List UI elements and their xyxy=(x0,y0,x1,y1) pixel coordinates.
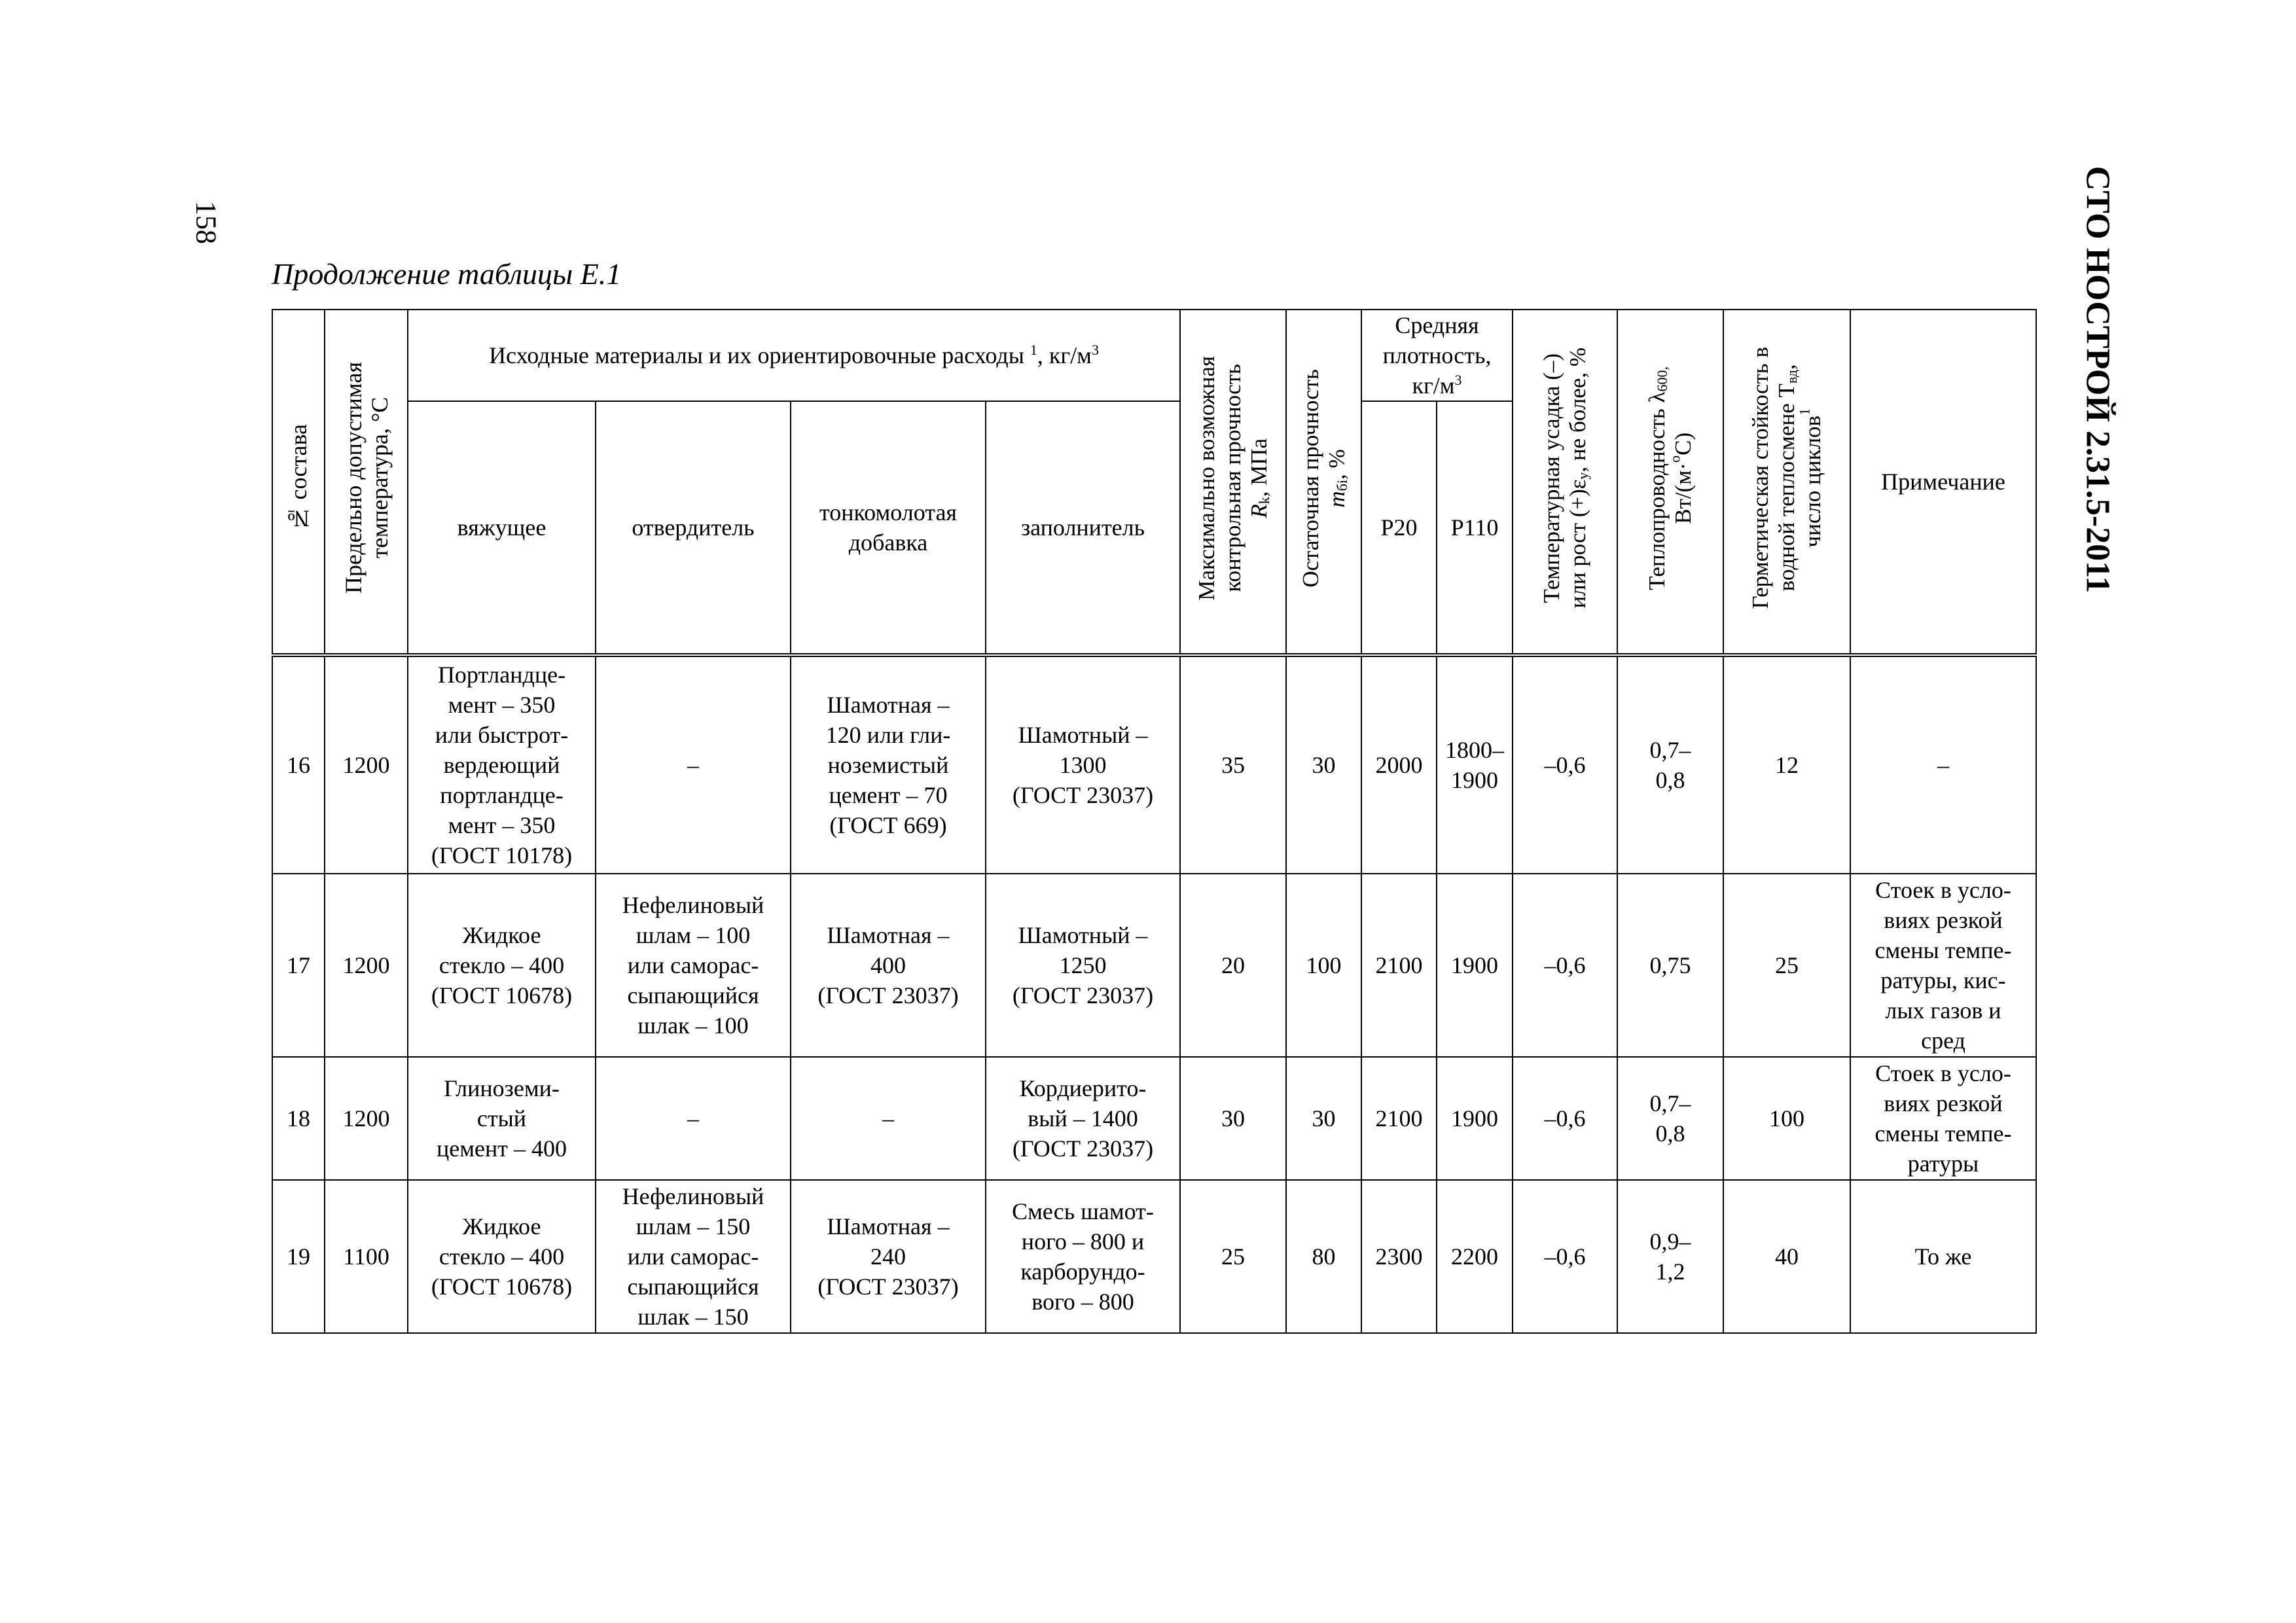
header-hermetic-resistance xyxy=(1723,310,1850,655)
header-additive xyxy=(791,401,986,655)
cell-note-line: смены темпе- xyxy=(1874,1120,2012,1147)
cell-filler-line: вого – 800 xyxy=(1031,1289,1134,1315)
header-residual-strength-unit: , % xyxy=(1323,448,1350,480)
cell-control-strength xyxy=(1180,1180,1286,1333)
header-hermetic-line3: число циклов xyxy=(1800,416,1825,548)
cell-additive-line: (ГОСТ 23037) xyxy=(817,982,959,1008)
cell-hermetic-resistance xyxy=(1723,1180,1850,1333)
table-continuation-caption: Продолжение таблицы Е.1 xyxy=(272,257,622,291)
table-row xyxy=(272,1057,2036,1180)
cell-density-p20 xyxy=(1361,1180,1437,1333)
cell-thermal-shrinkage xyxy=(1513,655,1617,874)
header-binder-text: вяжущее xyxy=(457,514,547,541)
cell-filler-line: карборундо- xyxy=(1020,1258,1145,1285)
cell-thermal-shrinkage-value: –0,6 xyxy=(1544,1243,1586,1270)
cell-filler-line: Смесь шамот- xyxy=(1012,1198,1154,1224)
header-thermal-conductivity-line2: Вт/(м· xyxy=(1670,462,1696,524)
cell-residual-strength-value: 30 xyxy=(1312,752,1336,778)
cell-additive-line: 120 или гли- xyxy=(825,722,951,748)
cell-density-p110 xyxy=(1437,1180,1513,1333)
cell-hermetic-resistance-value: 12 xyxy=(1775,752,1799,778)
cell-additive-line: – xyxy=(882,1105,894,1132)
cell-density-p110-line: 1800– xyxy=(1445,737,1504,763)
cell-control-strength-value: 25 xyxy=(1221,1243,1245,1270)
cell-additive-line: 400 xyxy=(870,952,906,978)
cell-density-p20-value: 2100 xyxy=(1375,1105,1423,1132)
header-row-1 xyxy=(272,310,2036,401)
cell-residual-strength xyxy=(1286,874,1361,1057)
header-density-line2: плотность, xyxy=(1382,342,1492,368)
cell-density-p110 xyxy=(1437,874,1513,1057)
cell-additive-line: Шамотная – xyxy=(827,692,950,718)
cell-additive xyxy=(791,874,986,1057)
cell-additive-line: цемент – 70 xyxy=(829,782,948,808)
cell-hardener-line: или саморас- xyxy=(627,1243,759,1270)
cell-binder-line: стый xyxy=(476,1105,527,1132)
cell-hermetic-resistance-value: 25 xyxy=(1775,952,1799,978)
cell-binder-line: цемент – 400 xyxy=(436,1135,567,1162)
header-materials-group-text: Исходные материалы и их ориентировочные расходы xyxy=(489,342,1024,368)
header-hardener xyxy=(596,401,791,655)
cell-max-temperature xyxy=(325,655,408,874)
cell-note xyxy=(1850,1057,2036,1180)
cell-additive-line: ноземистый xyxy=(827,752,949,778)
table-row xyxy=(272,1180,2036,1333)
header-hardener-text: отвердитель xyxy=(632,514,755,541)
cell-density-p110-line: 2200 xyxy=(1451,1243,1498,1270)
cell-note xyxy=(1850,655,2036,874)
header-residual-strength-line1: Остаточная прочность xyxy=(1297,368,1323,588)
cell-composition-number xyxy=(272,655,325,874)
cell-density-p20-value: 2100 xyxy=(1375,952,1423,978)
cell-thermal-shrinkage-value: –0,6 xyxy=(1544,752,1586,778)
header-thermal-conductivity-line2-end: С) xyxy=(1670,432,1696,455)
cell-note-line: лых газов и xyxy=(1885,997,2001,1024)
header-density-line3: кг/м xyxy=(1412,372,1455,399)
cell-note-line: сред xyxy=(1921,1027,1965,1054)
header-hermetic-line2: водной теплосмене T xyxy=(1774,383,1799,592)
cell-hardener-line: Нефелиновый xyxy=(622,892,764,918)
cell-hermetic-resistance-value: 40 xyxy=(1775,1243,1799,1270)
header-thermal-conductivity xyxy=(1617,310,1723,655)
cell-composition-number-value: 19 xyxy=(287,1243,310,1270)
header-density-sup: 3 xyxy=(1454,372,1462,388)
cell-thermal-conductivity-line: 0,8 xyxy=(1655,1120,1685,1147)
header-additive-line2: добавка xyxy=(848,529,928,556)
cell-thermal-conductivity-line: 0,7– xyxy=(1649,1090,1691,1116)
cell-density-p20 xyxy=(1361,1057,1437,1180)
cell-thermal-conductivity xyxy=(1617,655,1723,874)
cell-density-p110-line: 1900 xyxy=(1451,952,1498,978)
cell-hardener-line: шлак – 150 xyxy=(637,1304,749,1330)
header-residual-strength-sub: бi xyxy=(1333,479,1350,491)
cell-binder-line: (ГОСТ 10678) xyxy=(431,982,573,1008)
cell-binder xyxy=(408,1180,596,1333)
header-control-strength xyxy=(1180,310,1286,655)
cell-binder-line: (ГОСТ 10178) xyxy=(431,842,573,868)
header-thermal-shrinkage-line2: или рост (+)ε xyxy=(1565,479,1590,609)
cell-hermetic-resistance xyxy=(1723,1057,1850,1180)
cell-composition-number-value: 16 xyxy=(287,752,310,778)
cell-residual-strength xyxy=(1286,1057,1361,1180)
cell-hardener xyxy=(596,655,791,874)
cell-hardener-line: сыпающийся xyxy=(627,1274,759,1300)
cell-hardener-line: Нефелиновый xyxy=(622,1183,764,1209)
cell-note-line: То же xyxy=(1914,1243,1972,1270)
cell-hermetic-resistance-value: 100 xyxy=(1769,1105,1804,1132)
cell-hermetic-resistance xyxy=(1723,655,1850,874)
cell-filler-line: ного – 800 и xyxy=(1021,1228,1145,1255)
header-density-p110-text: Р110 xyxy=(1450,514,1499,541)
cell-thermal-conductivity-line: 1,2 xyxy=(1655,1258,1685,1285)
cell-binder xyxy=(408,1057,596,1180)
cell-binder xyxy=(408,655,596,874)
header-control-strength-sub: k xyxy=(1256,497,1272,505)
table-body xyxy=(272,655,2036,1333)
cell-note-line: виях резкой xyxy=(1884,1090,2003,1116)
cell-control-strength-value: 30 xyxy=(1221,1105,1245,1132)
cell-additive-line: 240 xyxy=(870,1243,906,1270)
cell-max-temperature xyxy=(325,1057,408,1180)
cell-binder-line: мент – 350 xyxy=(448,692,556,718)
cell-filler-line: Кордиерито- xyxy=(1019,1075,1147,1101)
cell-filler-line: (ГОСТ 23037) xyxy=(1012,1135,1154,1162)
materials-table xyxy=(272,309,2037,1334)
header-materials-footnote: 1 xyxy=(1030,342,1037,358)
cell-additive-line: (ГОСТ 669) xyxy=(829,812,947,838)
cell-note-line: виях резкой xyxy=(1884,907,2003,933)
cell-additive-line: (ГОСТ 23037) xyxy=(817,1274,959,1300)
cell-density-p110-line: 1900 xyxy=(1451,767,1498,793)
cell-binder-line: стекло – 400 xyxy=(439,952,565,978)
cell-hardener-line: – xyxy=(687,1105,699,1132)
cell-note xyxy=(1850,1180,2036,1333)
cell-filler xyxy=(986,1057,1180,1180)
cell-hardener-line: сыпающийся xyxy=(627,982,759,1008)
cell-hardener-line: шлак – 100 xyxy=(637,1012,749,1039)
cell-composition-number xyxy=(272,1180,325,1333)
cell-thermal-shrinkage xyxy=(1513,1057,1617,1180)
cell-binder-line: Портландце- xyxy=(437,662,566,688)
cell-additive-line: Шамотная – xyxy=(827,1213,950,1240)
cell-control-strength xyxy=(1180,1057,1286,1180)
header-composition-number-text: № состава xyxy=(285,424,312,532)
cell-note-line: ратуры, кис- xyxy=(1880,967,2006,993)
cell-binder-line: портландце- xyxy=(440,782,564,808)
cell-filler xyxy=(986,874,1180,1057)
cell-control-strength xyxy=(1180,874,1286,1057)
cell-note-line: – xyxy=(1937,752,1949,778)
header-materials-unit-sup: 3 xyxy=(1091,342,1099,358)
cell-max-temperature-value: 1200 xyxy=(342,1105,390,1132)
cell-max-temperature-value: 1100 xyxy=(343,1243,389,1270)
page-number-text: 158 xyxy=(190,201,223,244)
header-max-temperature-line1: Предельно допустимая xyxy=(340,362,367,594)
cell-max-temperature-value: 1200 xyxy=(342,752,390,778)
header-thermal-conductivity-line1: Теплопроводность λ xyxy=(1644,391,1670,590)
cell-max-temperature-value: 1200 xyxy=(342,952,390,978)
header-thermal-shrinkage-sub: у xyxy=(1575,472,1591,480)
header-control-strength-line1: Максимально возможная xyxy=(1194,355,1219,601)
cell-thermal-conductivity-line: 0,75 xyxy=(1649,952,1691,978)
cell-density-p20 xyxy=(1361,655,1437,874)
cell-control-strength xyxy=(1180,655,1286,874)
header-thermal-shrinkage xyxy=(1513,310,1617,655)
header-note xyxy=(1850,310,2036,655)
cell-hardener xyxy=(596,874,791,1057)
cell-hermetic-resistance xyxy=(1723,874,1850,1057)
cell-composition-number-value: 18 xyxy=(287,1105,310,1132)
cell-residual-strength xyxy=(1286,655,1361,874)
cell-hardener xyxy=(596,1057,791,1180)
cell-thermal-conductivity xyxy=(1617,874,1723,1057)
header-residual-strength xyxy=(1286,310,1361,655)
cell-density-p110 xyxy=(1437,655,1513,874)
cell-additive xyxy=(791,1180,986,1333)
header-max-temperature xyxy=(325,310,408,655)
header-thermal-conductivity-sub: 600, xyxy=(1654,366,1670,392)
cell-hardener xyxy=(596,1180,791,1333)
header-thermal-conductivity-sup: о xyxy=(1666,455,1683,463)
header-control-strength-line2: контрольная прочность xyxy=(1220,364,1246,592)
cell-filler xyxy=(986,655,1180,874)
cell-thermal-conductivity-line: 0,8 xyxy=(1655,767,1685,793)
header-hermetic-line2-end: , xyxy=(1774,364,1799,370)
cell-note xyxy=(1850,874,2036,1057)
cell-filler-line: вый – 1400 xyxy=(1028,1105,1138,1132)
cell-binder-line: вердеющий xyxy=(443,752,560,778)
cell-binder xyxy=(408,874,596,1057)
cell-binder-line: или быстрот- xyxy=(435,722,569,748)
header-control-strength-unit: , МПа xyxy=(1246,438,1272,497)
cell-thermal-shrinkage xyxy=(1513,874,1617,1057)
table-row xyxy=(272,655,2036,874)
document-code-text: СТО НОСТРОЙ 2.31.5-2011 xyxy=(2079,166,2117,594)
cell-thermal-conductivity-line: 0,7– xyxy=(1649,737,1691,763)
cell-additive xyxy=(791,1057,986,1180)
cell-binder-line: Глиноземи- xyxy=(444,1075,560,1101)
cell-filler-line: Шамотный – xyxy=(1018,722,1148,748)
cell-note-line: Стоек в усло- xyxy=(1875,1060,2011,1086)
header-control-strength-symbol: R xyxy=(1246,504,1272,518)
cell-control-strength-value: 20 xyxy=(1221,952,1245,978)
header-density-p20 xyxy=(1361,401,1437,655)
cell-hardener-line: – xyxy=(687,752,699,778)
cell-thermal-conductivity xyxy=(1617,1057,1723,1180)
cell-thermal-shrinkage-value: –0,6 xyxy=(1544,952,1586,978)
cell-additive xyxy=(791,655,986,874)
header-filler-text: заполнитель xyxy=(1020,514,1145,541)
cell-note-line: ратуры xyxy=(1907,1150,1979,1177)
header-materials-group xyxy=(408,310,1180,401)
header-density-p110 xyxy=(1437,401,1513,655)
cell-additive-line: Шамотная – xyxy=(827,922,950,948)
cell-filler-line: 1300 xyxy=(1059,752,1107,778)
cell-max-temperature xyxy=(325,1180,408,1333)
cell-residual-strength-value: 80 xyxy=(1312,1243,1336,1270)
cell-filler xyxy=(986,1180,1180,1333)
cell-density-p20-value: 2300 xyxy=(1375,1243,1423,1270)
cell-residual-strength xyxy=(1286,1180,1361,1333)
header-additive-line1: тонкомолотая xyxy=(819,499,957,526)
cell-hardener-line: шлам – 150 xyxy=(636,1213,751,1240)
cell-hardener-line: или саморас- xyxy=(627,952,759,978)
cell-thermal-shrinkage-value: –0,6 xyxy=(1544,1105,1586,1132)
cell-note-line: смены темпе- xyxy=(1874,937,2012,963)
cell-composition-number-value: 17 xyxy=(287,952,310,978)
cell-residual-strength-value: 100 xyxy=(1306,952,1342,978)
cell-composition-number xyxy=(272,1057,325,1180)
cell-binder-line: (ГОСТ 10678) xyxy=(431,1274,573,1300)
header-max-temperature-line2: температура, °С xyxy=(366,397,393,559)
cell-density-p110 xyxy=(1437,1057,1513,1180)
cell-residual-strength-value: 30 xyxy=(1312,1105,1336,1132)
header-density-p20-text: Р20 xyxy=(1380,514,1418,541)
header-density-line1: Средняя xyxy=(1395,312,1479,338)
cell-filler-line: 1250 xyxy=(1059,952,1107,978)
cell-binder-line: Жидкое xyxy=(462,922,541,948)
cell-note-line: Стоек в усло- xyxy=(1875,877,2011,903)
header-materials-unit: , кг/м xyxy=(1037,342,1092,368)
table-row xyxy=(272,874,2036,1057)
cell-density-p110-line: 1900 xyxy=(1451,1105,1498,1132)
header-filler xyxy=(986,401,1180,655)
header-residual-strength-symbol: m xyxy=(1323,490,1350,508)
cell-filler-line: (ГОСТ 23037) xyxy=(1012,782,1154,808)
cell-thermal-shrinkage xyxy=(1513,1180,1617,1333)
cell-control-strength-value: 35 xyxy=(1221,752,1245,778)
header-thermal-shrinkage-line2-end: , не более, % xyxy=(1565,348,1590,473)
header-hermetic-line1: Герметическая стойкость в xyxy=(1748,347,1773,609)
cell-binder-line: мент – 350 xyxy=(448,812,556,838)
cell-thermal-conductivity-line: 0,9– xyxy=(1649,1228,1691,1255)
cell-binder-line: стекло – 400 xyxy=(439,1243,565,1270)
header-composition-number xyxy=(272,310,325,655)
header-binder xyxy=(408,401,596,655)
cell-binder-line: Жидкое xyxy=(462,1213,541,1240)
header-hermetic-sup: 1 xyxy=(1796,408,1813,416)
cell-max-temperature xyxy=(325,874,408,1057)
cell-composition-number xyxy=(272,874,325,1057)
cell-filler-line: (ГОСТ 23037) xyxy=(1012,982,1154,1008)
header-thermal-shrinkage-line1: Температурная усадка (–) xyxy=(1539,353,1564,603)
cell-filler-line: Шамотный – xyxy=(1018,922,1148,948)
cell-density-p20 xyxy=(1361,874,1437,1057)
cell-density-p20-value: 2000 xyxy=(1375,752,1423,778)
cell-hardener-line: шлам – 100 xyxy=(636,922,751,948)
cell-thermal-conductivity xyxy=(1617,1180,1723,1333)
header-note-text: Примечание xyxy=(1881,469,2005,495)
header-density-group xyxy=(1361,310,1513,401)
header-hermetic-sub: вд xyxy=(1784,370,1800,384)
